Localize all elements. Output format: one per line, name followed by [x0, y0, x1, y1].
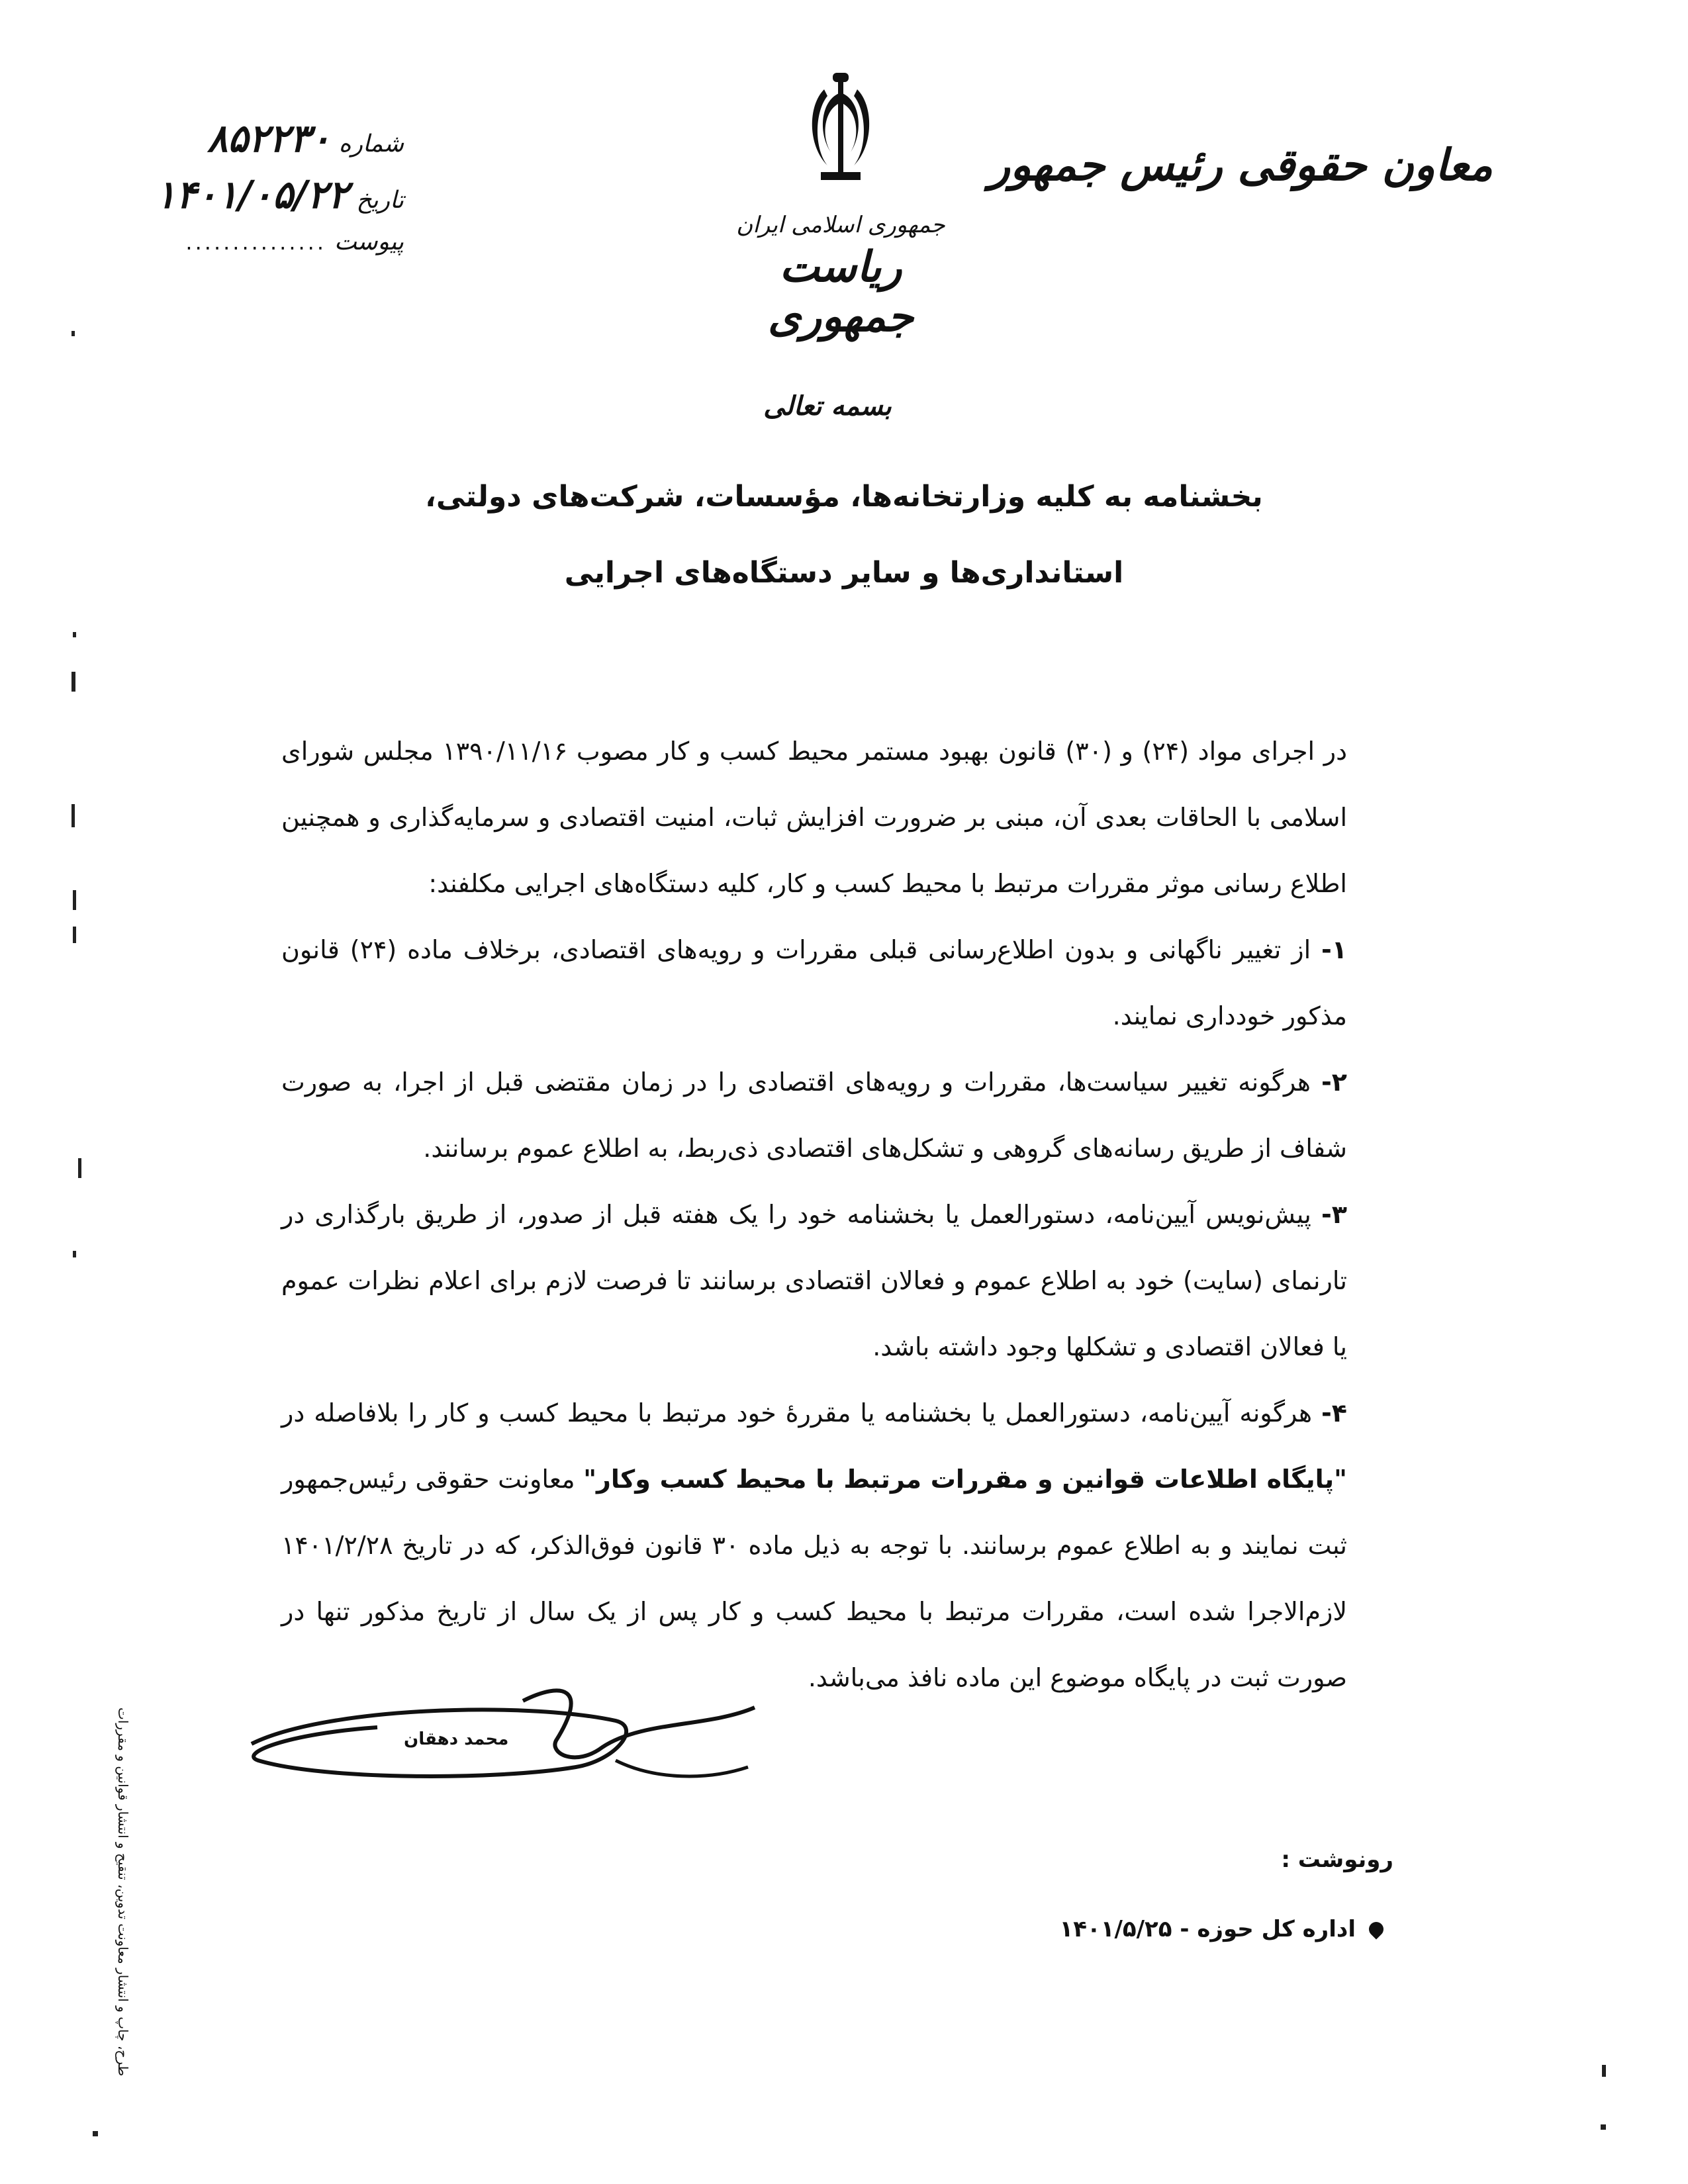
scan-speck: [93, 2131, 98, 2136]
meta-date-value: ۱۴۰۱/۰۵/۲۲: [155, 172, 349, 217]
body-item-4: [281, 1380, 1347, 1711]
scan-speck: [78, 1158, 81, 1178]
sender-title: معاون حقوقی رئیس جمهور: [988, 139, 1493, 191]
bismillah: بسمه تعالی: [763, 390, 892, 422]
office-name: ریاست جمهوری: [767, 242, 914, 341]
letter-body: [281, 718, 1347, 1711]
scan-speck: [71, 672, 75, 692]
circular-heading-line-1: بخشنامه به کلیه وزارتخانه‌ها، مؤسسات، شرکت‌های دولتی،: [425, 480, 1263, 514]
cc-label: رونوشت :: [1281, 1846, 1393, 1873]
meta-attachment-label: پیوست: [334, 228, 404, 255]
country-name: جمهوری اسلامی ایران: [736, 212, 945, 238]
scan-speck: [1602, 2065, 1606, 2077]
body-intro: در اجرای مواد (۲۴) و (۳۰) قانون بهبود مستمر محیط کسب و کار مصوب ۱۳۹۰/۱۱/۱۶ مجلس شورای اسلامی با الحاقات بعدی آن، مبنی بر ضرورت افزایش ثبات، امنیت اقتصادی و سرمایه‌گذاری و همچنین اطلاع رسانی موثر مقررات مرتبط با محیط کسب و کار، کلیه دستگاه‌های اجرایی مکلفند:: [281, 737, 1348, 898]
item-text: معاونت حقوقی رئیس‌جمهور ثبت نمایند و به اطلاع عموم برسانند. با توجه به ذیل ماده ۳۰ قانون فوق‌الذکر، که در تاریخ ۱۴۰۱/۲/۲۸ لازم‌الاجرا شده است، مقررات مرتبط با محیط کسب و کار پس از یک سال از تاریخ مذکور تنها در صورت ثبت در پایگاه موضوع این ماده نافذ می‌باشد.: [281, 1465, 1347, 1692]
meta-attachment: [126, 228, 404, 285]
letterhead: [715, 73, 966, 341]
scan-speck: [71, 804, 75, 827]
database-name: "پایگاه اطلاعات قوانین و مقررات مرتبط با محیط کسب وکار": [583, 1465, 1347, 1494]
scan-speck: [73, 632, 76, 637]
meta-attachment-value: ...............: [185, 230, 326, 255]
scan-speck: [71, 331, 75, 336]
item-number: ۳-: [1321, 1200, 1347, 1229]
item-text: هرگونه آیین‌نامه، دستورالعمل یا بخشنامه یا مقررهٔ خود مرتبط با محیط کسب و کار را بلافاصله در: [281, 1398, 1313, 1428]
item-number: ۱-: [1321, 935, 1347, 964]
circular-heading-line-2: استانداری‌ها و سایر دستگاه‌های اجرایی: [564, 556, 1124, 590]
scan-speck: [73, 927, 76, 943]
item-text: از تغییر ناگهانی و بدون اطلاع‌رسانی قبلی مقررات و رویه‌های اقتصادی، برخلاف ماده (۲۴) قانون مذکور خودداری نمایند.: [281, 935, 1347, 1030]
scan-speck: [73, 890, 76, 910]
body-item-2: [281, 1049, 1347, 1181]
item-text: هرگونه تغییر سیاست‌ها، مقررات و رویه‌های اقتصادی را در زمان مقتضی قبل از اجرا، به صورت شفاف از طریق رسانه‌های گروهی و تشکل‌های اقتصادی ذی‌ربط، به اطلاع عموم برسانند.: [281, 1068, 1347, 1163]
meta-number-label: شماره: [338, 130, 404, 158]
side-note-text: طرح، چاپ و انتشار معاونت تدوین، تنقیح و انتشار قوانین و مقررات: [115, 1707, 131, 2077]
bullet-icon: [1366, 1919, 1386, 1939]
item-number: ۲-: [1321, 1068, 1347, 1097]
side-note: [111, 1707, 138, 2078]
item-number: ۴-: [1321, 1398, 1347, 1428]
body-item-1: [281, 917, 1347, 1049]
meta-date: [126, 172, 404, 228]
item-text: پیش‌نویس آیین‌نامه، دستورالعمل یا بخشنامه خود را یک هفته قبل از صدور، از طریق بارگذاری در تارنمای (سایت) خود به اطلاع عموم و فعالان اقتصادی برسانند تا فرصت لازم برای اعلام نظرات عموم یا فعالان اقتصادی و تشکلها وجود داشته باشد.: [281, 1200, 1347, 1361]
letter-meta: [126, 116, 404, 285]
meta-number-value: ۸۵۲۲۳۰: [207, 116, 331, 161]
body-item-3: [281, 1181, 1347, 1380]
cc-item-text: اداره کل حوزه - ۱۴۰۱/۵/۲۵: [1059, 1916, 1356, 1942]
signatory-name: محمد دهقان: [404, 1729, 509, 1749]
iran-emblem-icon: [801, 73, 880, 185]
meta-date-label: تاریخ: [356, 187, 404, 214]
scan-speck: [1601, 2124, 1606, 2130]
meta-number: [126, 116, 404, 172]
cc-item: [1059, 1916, 1383, 1942]
scan-speck: [73, 1251, 76, 1257]
